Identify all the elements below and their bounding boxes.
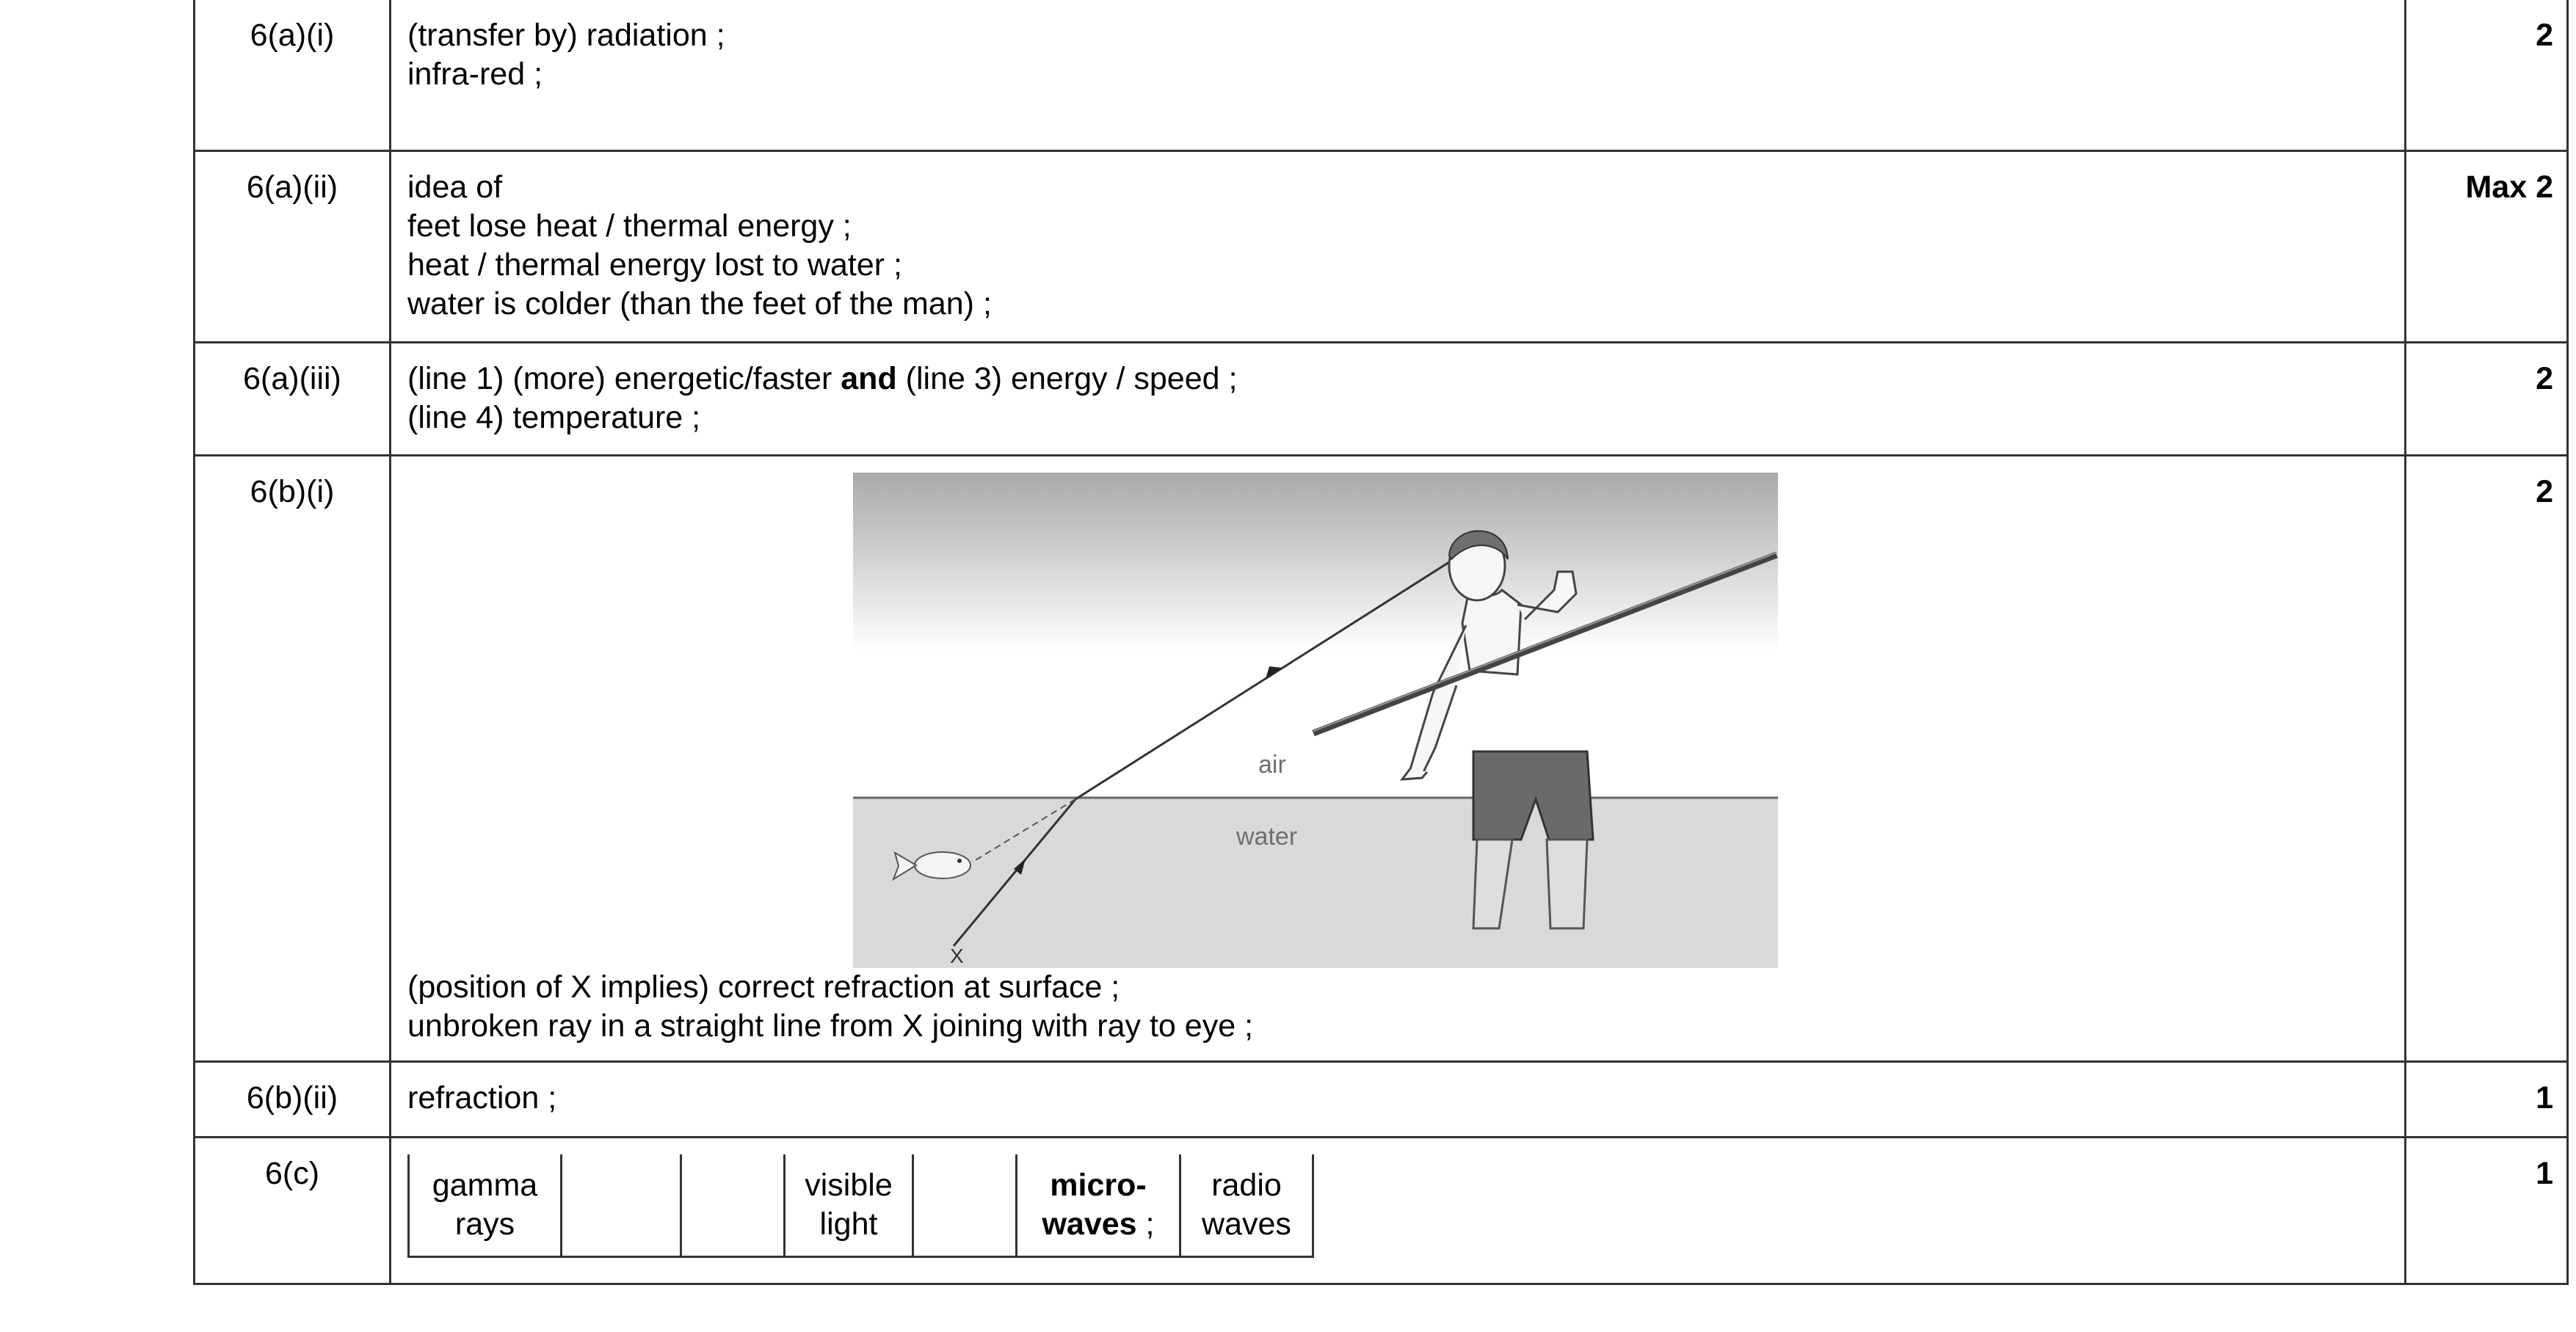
answer-cell [391, 1061, 2406, 1137]
answer-line: idea of [407, 169, 503, 205]
water-region [853, 798, 1778, 968]
label-x: X [950, 944, 964, 967]
answer-line: (transfer by) radiation ; [407, 18, 725, 53]
answer-cell [391, 0, 2406, 150]
spectrum-cell-visible [785, 1154, 913, 1257]
answer-line: unbroken ray in a straight line from X joining with ray to eye ; [407, 1008, 1254, 1044]
question-number: 6(c) [195, 1137, 391, 1284]
answer-text: (line 3) energy / speed ; [896, 360, 1238, 396]
question-number: 6(b)(i) [195, 455, 391, 1061]
marks-cell: 2 [2406, 0, 2568, 150]
spectrum-label: waves [1042, 1206, 1137, 1242]
em-spectrum-table [407, 1154, 1314, 1258]
spectrum-label: visible [805, 1167, 893, 1203]
marks-cell: 1 [2406, 1137, 2568, 1284]
marks-cell: Max 2 [2406, 150, 2568, 342]
spectrum-label: light [819, 1206, 878, 1242]
spectrum-cell-gamma [409, 1154, 562, 1257]
table-row [195, 455, 2568, 1061]
question-number: 6(a)(i) [195, 0, 391, 150]
answer-marker: ; [1136, 1206, 1155, 1242]
spectrum-label: micro- [1050, 1167, 1147, 1203]
answer-text: (line 1) (more) energetic/faster [407, 360, 841, 396]
spectrum-cell-radio [1180, 1154, 1313, 1257]
answer-cell [391, 455, 2406, 1061]
answer-line: water is colder (than the feet of the man) ; [407, 285, 992, 321]
answer-text-bold: and [841, 360, 897, 396]
spectrum-label: radio [1211, 1167, 1282, 1203]
table-row [195, 1137, 2568, 1284]
answer-line: refraction ; [407, 1080, 557, 1116]
answer-line: (line 4) temperature ; [407, 399, 701, 435]
spectrum-cell-blank [562, 1154, 681, 1257]
answer-line: feet lose heat / thermal energy ; [407, 208, 852, 244]
answer-line: infra-red ; [407, 57, 543, 92]
refraction-diagram [853, 473, 1778, 968]
marks-cell: 2 [2406, 455, 2568, 1061]
answer-cell [391, 1137, 2406, 1284]
spectrum-label: waves [1202, 1206, 1291, 1242]
label-water: water [1236, 822, 1298, 851]
spectrum-label-line [1017, 1205, 1179, 1244]
table-row [195, 1061, 2568, 1137]
table-row [195, 150, 2568, 342]
question-number: 6(b)(ii) [195, 1061, 391, 1137]
answer-cell [391, 150, 2406, 342]
spectrum-label: gamma [432, 1167, 538, 1203]
mark-scheme-table [193, 0, 2569, 1285]
question-number: 6(a)(iii) [195, 342, 391, 455]
marks-cell: 1 [2406, 1061, 2568, 1137]
table-row [195, 0, 2568, 150]
spectrum-cell-blank [681, 1154, 785, 1257]
spectrum-row [409, 1154, 1313, 1257]
question-number: 6(a)(ii) [195, 150, 391, 342]
answer-line: (position of X implies) correct refraction at surface ; [407, 969, 1120, 1005]
answer-line: heat / thermal energy lost to water ; [407, 247, 902, 283]
answer-line [407, 360, 2404, 398]
air-region [853, 473, 1778, 798]
spectrum-cell-microwaves [1017, 1154, 1180, 1257]
table-row [195, 342, 2568, 455]
label-air: air [1258, 750, 1286, 779]
spectrum-label: rays [454, 1206, 515, 1242]
answer-cell [391, 342, 2406, 455]
marks-cell: 2 [2406, 342, 2568, 455]
spectrum-cell-blank [913, 1154, 1017, 1257]
